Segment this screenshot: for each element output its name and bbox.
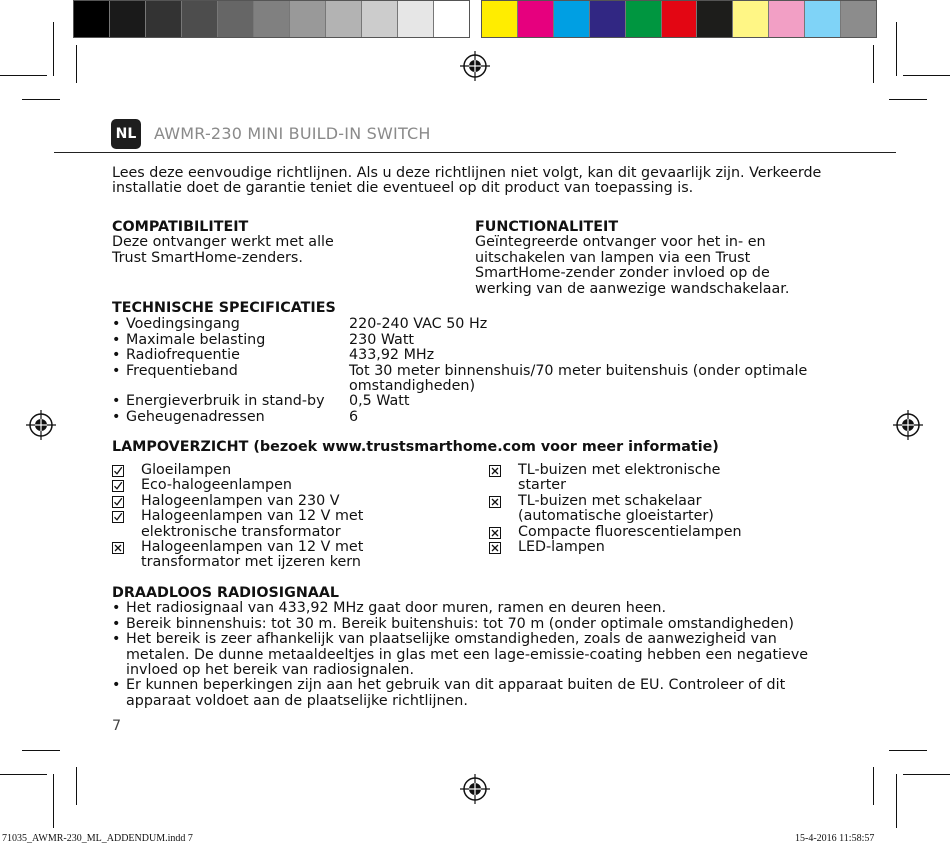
- page-number: 7: [112, 718, 122, 734]
- color-swatch: [254, 1, 290, 37]
- checkbox-crossed-icon: [489, 540, 518, 555]
- spec-label: Energieverbruik in stand-by: [126, 393, 325, 410]
- checkbox-checked-icon: [112, 463, 141, 478]
- bullet: •: [112, 393, 121, 410]
- radio-item-text: Het bereik is zeer afhankelijk van plaatselijke omstandigheden, zoals de aanwezigheid van metalen. De dunne metaaldeeltjes in glas met een lage-emissie-coating hebben een negatieve invloed op het bereik van radiosignalen.: [126, 631, 809, 679]
- lamp-label: Halogeenlampen van 230 V: [141, 492, 340, 509]
- color-swatch: [590, 1, 626, 37]
- bullet: •: [112, 600, 121, 617]
- lamp-label: Compacte fluorescentielampen: [518, 523, 742, 540]
- lamp-label: Halogeenlampen van 12 V met transformator met ijzeren kern: [141, 539, 364, 571]
- color-swatch: [398, 1, 434, 37]
- bullet: •: [112, 677, 121, 694]
- grayscale-color-bar: [73, 0, 470, 38]
- color-swatch: [290, 1, 326, 37]
- color-swatch: [218, 1, 254, 37]
- compatibility-section: [112, 220, 452, 266]
- registration-mark-icon: [460, 51, 490, 81]
- registration-mark-icon: [893, 410, 923, 440]
- color-swatch: [518, 1, 554, 37]
- registration-mark-icon: [26, 410, 56, 440]
- document-title: AWMR-230 MINI BUILD-IN SWITCH: [154, 124, 431, 143]
- checkbox-crossed-icon: [112, 540, 141, 571]
- lamp-label: Halogeenlampen van 12 V met elektronische transformator: [141, 508, 364, 540]
- color-swatch: [182, 1, 218, 37]
- radio-bullet-item: [112, 601, 842, 616]
- lamp-item: [112, 540, 482, 571]
- color-swatch: [146, 1, 182, 37]
- lamp-overview-heading: LAMPOVERZICHT (bezoek www.trustsmarthome.com voor meer informatie): [112, 439, 719, 455]
- checkbox-checked-icon: [112, 494, 141, 509]
- bullet: •: [112, 615, 121, 632]
- functionality-text: Geïntegreerde ontvanger voor het in- en uitschakelen van lampen via een Trust SmartHome-zender zonder invloed op de werking van de aanwezige wandschakelaar.: [475, 234, 790, 297]
- intro-paragraph: Lees deze eenvoudige richtlijnen. Als u deze richtlijnen niet volgt, kan dit gevaarlijk zijn. Verkeerde installatie doet de garantie teniet die eventueel op dit product van toepassing is.: [112, 165, 822, 197]
- spec-value: 0,5 Watt: [349, 393, 410, 410]
- radio-heading: DRAADLOOS RADIOSIGNAAL: [112, 585, 340, 601]
- spec-label: Geheugenadressen: [126, 408, 265, 425]
- spec-row: [112, 317, 832, 332]
- lamp-label: Eco-halogeenlampen: [141, 477, 292, 494]
- compatibility-text: Deze ontvanger werkt met alle Trust SmartHome-zenders.: [112, 234, 334, 266]
- header-divider: [54, 152, 896, 153]
- radio-bullet-item: [112, 632, 842, 678]
- lamp-item: [112, 478, 482, 493]
- spec-value: 230 Watt: [349, 331, 415, 348]
- radio-item-text: Er kunnen beperkingen zijn aan het gebruik van dit apparaat buiten de EU. Controleer of dit apparaat voldoet aan de plaatselijke richtlijnen.: [126, 677, 786, 709]
- process-color-bar: [481, 0, 877, 38]
- lamp-item: [489, 463, 819, 494]
- checkbox-crossed-icon: [489, 494, 518, 525]
- checkbox-checked-icon: [112, 509, 141, 540]
- registration-mark-icon: [460, 774, 490, 804]
- specs-heading: TECHNISCHE SPECIFICATIES: [112, 300, 336, 316]
- color-swatch: [662, 1, 698, 37]
- wireless-signal-section: [112, 586, 842, 709]
- lamp-list-left: [112, 463, 482, 571]
- checkbox-checked-icon: [112, 478, 141, 493]
- spec-value: 433,92 MHz: [349, 347, 435, 364]
- spec-row: [112, 394, 832, 409]
- color-swatch: [733, 1, 769, 37]
- technical-specifications: [112, 301, 832, 425]
- checkbox-crossed-icon: [489, 463, 518, 494]
- lamp-item: [489, 525, 819, 540]
- lamp-item: [112, 463, 482, 478]
- radio-bullet-item: [112, 617, 842, 632]
- radio-bullet-item: [112, 678, 842, 709]
- color-swatch: [482, 1, 518, 37]
- color-swatch: [362, 1, 398, 37]
- lamp-item: [489, 494, 819, 525]
- spec-value: Tot 30 meter binnenshuis/70 meter buitenshuis (onder optimale omstandigheden): [349, 362, 808, 395]
- specs-list: [112, 317, 832, 425]
- radio-item-text: Het radiosignaal van 433,92 MHz gaat door muren, ramen en deuren heen.: [126, 600, 667, 617]
- slug-filename: 71035_AWMR-230_ML_ADDENDUM.indd 7: [2, 833, 193, 844]
- lamp-item: [489, 540, 819, 555]
- color-swatch: [326, 1, 362, 37]
- functionality-section: [475, 220, 815, 297]
- bullet: •: [112, 347, 121, 364]
- language-badge: NL: [111, 119, 141, 149]
- color-swatch: [554, 1, 590, 37]
- lamp-item: [112, 494, 482, 509]
- spec-label: Maximale belasting: [126, 331, 266, 348]
- spec-label: Frequentieband: [126, 362, 238, 379]
- color-swatch: [74, 1, 110, 37]
- lamp-label: TL-buizen met schakelaar (automatische gloeistarter): [518, 492, 714, 525]
- lamp-label: LED-lampen: [518, 539, 605, 556]
- lamp-list-right: [489, 463, 819, 555]
- bullet: •: [112, 316, 121, 333]
- color-swatch: [805, 1, 841, 37]
- spec-value: 6: [349, 408, 359, 425]
- color-swatch: [769, 1, 805, 37]
- color-swatch: [434, 1, 469, 37]
- radio-list: [112, 601, 842, 709]
- checkbox-crossed-icon: [489, 525, 518, 540]
- bullet: •: [112, 362, 121, 379]
- bullet: •: [112, 631, 121, 648]
- slug-timestamp: 15-4-2016 11:58:57: [795, 833, 875, 844]
- spec-label: Voedingsingang: [126, 316, 240, 333]
- bullet: •: [112, 331, 121, 348]
- functionality-heading: FUNCTIONALITEIT: [475, 219, 619, 235]
- spec-row: [112, 410, 832, 425]
- lamp-label: Gloeilampen: [141, 462, 232, 478]
- color-swatch: [697, 1, 733, 37]
- lamp-item: [112, 509, 482, 540]
- lamp-label: TL-buizen met elektronische starter: [518, 462, 721, 494]
- compatibility-heading: COMPATIBILITEIT: [112, 219, 249, 235]
- radio-item-text: Bereik binnenshuis: tot 30 m. Bereik buitenshuis: tot 70 m (onder optimale omstandigheden): [126, 615, 794, 632]
- spec-row: [112, 348, 832, 363]
- color-swatch: [841, 1, 876, 37]
- bullet: •: [112, 408, 121, 425]
- spec-value: 220-240 VAC 50 Hz: [349, 316, 488, 333]
- spec-row: [112, 364, 832, 395]
- spec-label: Radiofrequentie: [126, 347, 240, 364]
- color-swatch: [626, 1, 662, 37]
- color-swatch: [110, 1, 146, 37]
- spec-row: [112, 333, 832, 348]
